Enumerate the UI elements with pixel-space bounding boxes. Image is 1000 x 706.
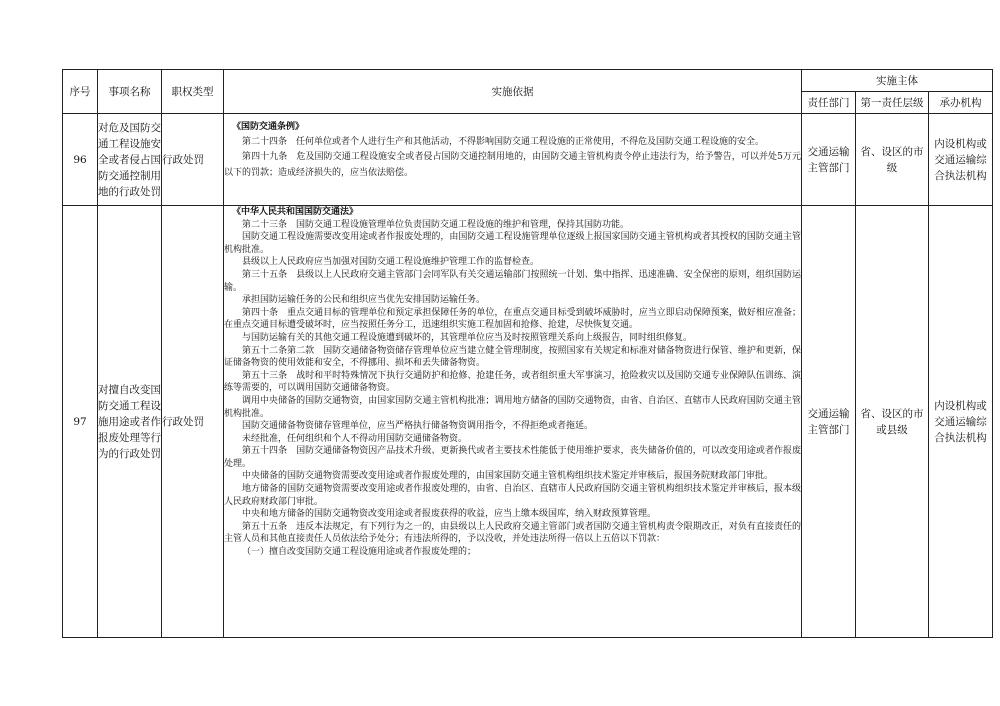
basis-paragraph: 调用中央储备的国防交通物资，由国家国防交通主管机构批准；调用地方储备的国防交通物资，由省、自治区、直辖市人民政府国防交通主管机构批准。 [224, 395, 801, 419]
header-basis: 实施依据 [224, 70, 802, 114]
row-dept: 交通运输主管部门 [802, 114, 856, 206]
basis-paragraph: 第五十三条 战时和平时特殊情况下执行交通防护和抢修、抢建任务，或者组织重大军事演习，抢险救灾以及国防交通专业保障队伍训练、演练等需要的，可以调用国防交通储备物资。 [224, 370, 801, 394]
basis-paragraph: 国防交通工程设施需要改变用途或者作报废处理的，由国防交通工程设施管理单位逐级上报国家国防交通主管机构或者其授权的国防交通主管机构批准。 [224, 232, 801, 255]
basis-paragraph: 第五十五条 违反本法规定，有下列行为之一的，由县级以上人民政府交通主管部门或者国防交通主管机构责令限期改正，对负有直接责任的主管人员和其他直接责任人员依法给予处分；有违法所得的，予以没收，并处违法所得一倍以上五倍以下罚款： [224, 521, 801, 545]
row-agency: 内设机构或交通运输综合执法机构 [929, 114, 993, 206]
row-seq: 97 [63, 206, 98, 638]
row-dept: 交通运输主管部门 [802, 206, 856, 638]
law-title: 《中华人民共和国国防交通法》 [232, 207, 359, 217]
basis-paragraph: 承担国防运输任务的公民和组织应当优先安排国防运输任务。 [242, 295, 486, 306]
basis-paragraph: 第五十二条第二款 国防交通储备物资储存管理单位应当建立健全管理制度，按照国家有关规定和标准对储备物资进行保管、维护和更新，保证储备物资的使用效能和安全，不得挪用、损坏和丢失储备物资。 [224, 345, 801, 369]
row-level: 省、设区的市或县级 [856, 206, 929, 638]
basis-paragraph: 第四十条 重点交通目标的管理单位和预定承担保障任务的单位，在重点交通目标受到破坏威胁时，应当立即启动保障预案，做好相应准备；在重点交通目标遭受破坏时，应当按照任务分工，迅速组织实施工程加固和抢修、抢建，尽快恢复交通。 [224, 307, 801, 331]
row-item-name: 对危及国防交通工程设施安全或者侵占国防交通控制用地的行政处罚 [98, 114, 162, 206]
row-basis [224, 114, 802, 206]
header-seq: 序号 [63, 70, 98, 114]
basis-paragraph: 第二十四条 任何单位或者个人进行生产和其他活动，不得影响国防交通工程设施的正常使用，不得危及国防交通工程设施的安全。 [242, 137, 765, 148]
header-item-name: 事项名称 [98, 70, 162, 114]
basis-paragraph: 第五十四条 国防交通储备物资因产品技术升级、更新换代或者主要技术性能低于使用维护要求，丧失储备价值的，可以改变用途或者作报废处理。 [224, 446, 801, 469]
row-item-name: 对擅自改变国防交通工程设施用途或者作报废处理等行为的行政处罚 [98, 206, 162, 638]
basis-paragraph: 县级以上人民政府应当加强对国防交通工程设施维护管理工作的监督检查。 [242, 257, 540, 268]
header-dept: 责任部门 [802, 92, 856, 114]
table-row [63, 206, 993, 638]
basis-paragraph: 与国防运输有关的其他交通工程设施遭到破坏的，其管理单位应当及时按照管理关系向上级报告，同时组织修复。 [242, 332, 693, 343]
basis-paragraph: 国防交通储备物资储存管理单位，应当严格执行储备物资调用指令，不得拒绝或者拖延。 [242, 421, 594, 432]
basis-paragraph: 第二十三条 国防交通工程设施管理单位负责国防交通工程设施的维护和管理，保持其国防功能。 [242, 219, 630, 230]
regulation-table [62, 69, 993, 638]
basis-paragraph: 第三十五条 县级以上人民政府交通主管部门会同军队有关交通运输部门按照统一计划、集中指挥、迅速准确、安全保密的原则，组织国防运输。 [224, 269, 801, 293]
header-subject: 实施主体 [802, 70, 993, 92]
table-row [63, 114, 993, 206]
basis-paragraph: 中央和地方储备的国防交通物资改变用途或者报废获得的收益，应当上缴本级国库，纳入财政预算管理。 [242, 509, 657, 520]
law-title: 《国防交通条例》 [232, 122, 305, 132]
header-agency: 承办机构 [929, 92, 993, 114]
row-seq: 96 [63, 114, 98, 206]
basis-paragraph: 未经批准，任何组织和个人不得动用国防交通储备物资。 [242, 433, 468, 444]
basis-paragraph: （一）擅自改变国防交通工程设施用途或者作报废处理的； [242, 547, 477, 558]
row-power-type: 行政处罚 [162, 114, 224, 206]
basis-paragraph: 第四十九条 危及国防交通工程设施安全或者侵占国防交通控制用地的，由国防交通主管机构责令停止违法行为，给予警告，可以并处5万元以下的罚款；造成经济损失的，应当依法赔偿。 [224, 152, 801, 178]
row-power-type: 行政处罚 [162, 206, 224, 638]
basis-paragraph: 地方储备的国防交通物资需要改变用途或者作报废处理的，由省、自治区、直辖市人民政府国防交通主管机构组织技术鉴定并审核后，报本级人民政府财政部门审批。 [224, 484, 801, 507]
header-power-type: 职权类型 [162, 70, 224, 114]
row-basis [224, 206, 802, 638]
row-agency: 内设机构或交通运输综合执法机构 [929, 206, 993, 638]
row-level: 省、设区的市级 [856, 114, 929, 206]
basis-paragraph: 中央储备的国防交通物资需要改变用途或者作报废处理的，由国家国防交通主管机构组织技术鉴定并审核后，报国务院财政部门审批。 [242, 471, 774, 482]
header-level: 第一责任层级 [856, 92, 929, 114]
